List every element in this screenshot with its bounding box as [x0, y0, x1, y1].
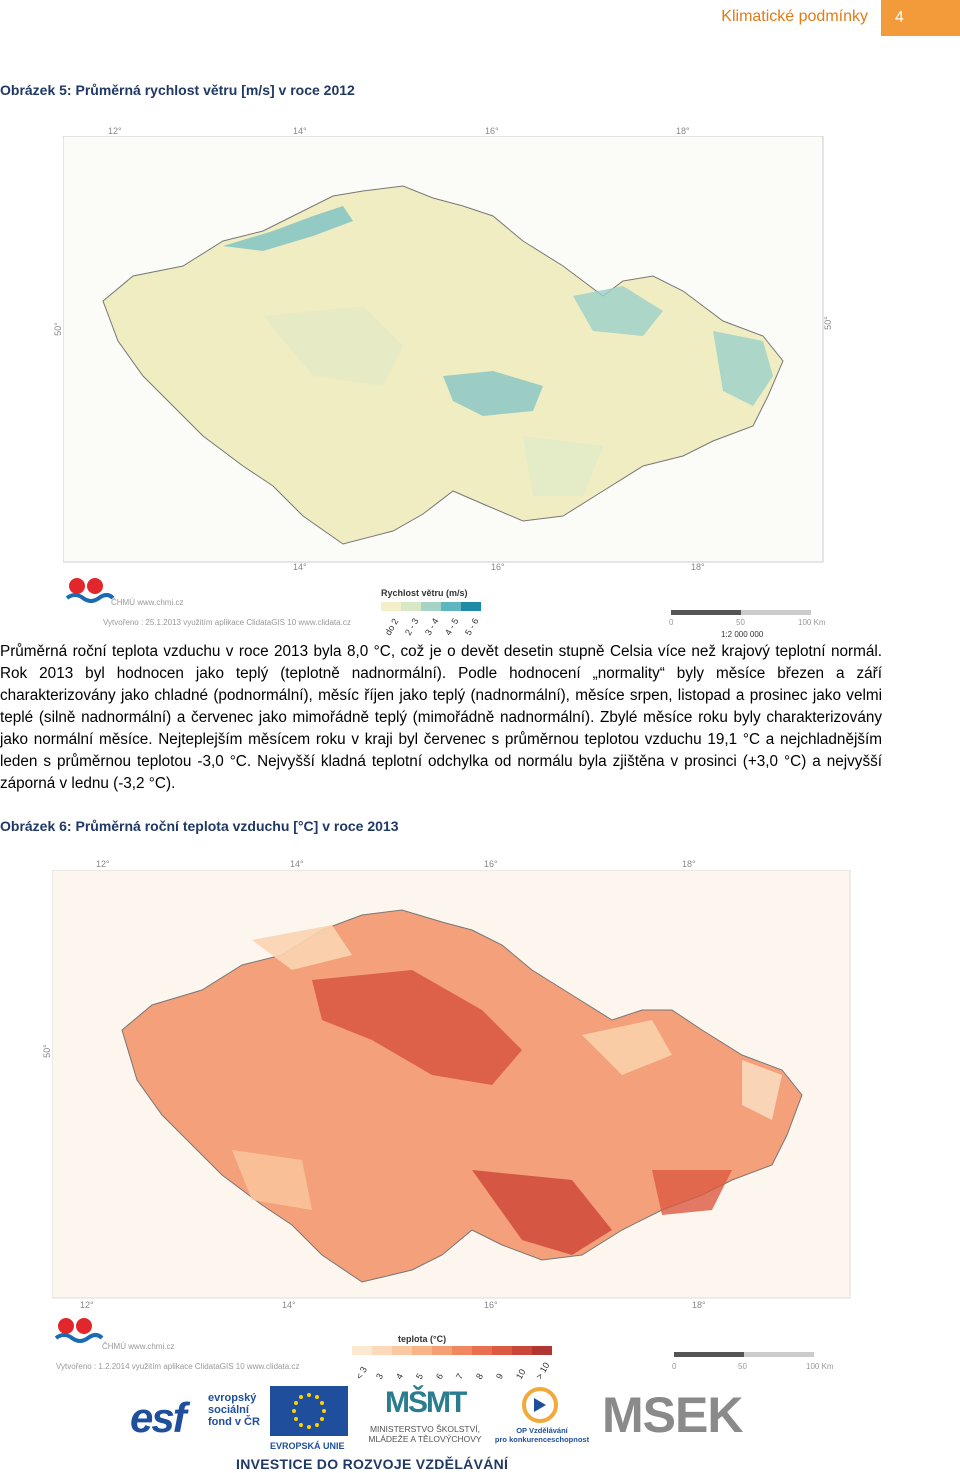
esf-text-1: evropský [208, 1392, 257, 1404]
msmt-text-1: MINISTERSTVO ŠKOLSTVÍ, [369, 1424, 481, 1434]
scale-bar [741, 610, 811, 615]
map-tick: 12° [80, 1300, 94, 1310]
map-lat: 50° [41, 1044, 52, 1058]
map-tick: 16° [485, 126, 499, 136]
temperature-map-graphic [52, 870, 852, 1300]
legend-swatch [472, 1346, 492, 1355]
legend-label: 2 - 3 [403, 616, 421, 637]
header-title: Klimatické podmínky [721, 8, 868, 25]
legend-swatch [372, 1346, 392, 1355]
scale-bar [671, 610, 741, 615]
legend-label: 4 - 5 [443, 616, 461, 637]
msmt-logo: MŠMT MINISTERSTVO ŠKOLSTVÍ, MLÁDEŽE A TĚLOVÝCHOVY [355, 1386, 495, 1448]
legend-label: 8 [474, 1371, 486, 1381]
map-lat: 50° [52, 322, 63, 336]
opvk-icon [520, 1386, 560, 1424]
scale-label: 100 Km [806, 1362, 834, 1371]
chmu-logo [54, 1316, 104, 1348]
scale-bar [674, 1352, 744, 1357]
opvk-logo [492, 1386, 592, 1448]
temperature-map [41, 856, 852, 1381]
legend-swatch [381, 602, 401, 611]
legend-swatch [401, 602, 421, 611]
opvk-text-2: pro konkurenceschopnost [494, 1435, 590, 1444]
eu-label: EVROPSKÁ UNIE [270, 1441, 345, 1451]
legend-label: 10 [514, 1367, 528, 1381]
esf-logo: esf evropský sociální fond v ČR [130, 1392, 260, 1441]
legend-label: 9 [494, 1371, 506, 1381]
esf-text-3: fond v ČR [208, 1416, 260, 1428]
map-tick: 12° [108, 126, 122, 136]
legend-swatch [432, 1346, 452, 1355]
body-paragraph: Průměrná roční teplota vzduchu v roce 2013 byla 8,0 °C, což je o devět desetin stupně Celsia více než krajový teplotní normál. Rok 2013 byl hodnocen jako teplý (teplotně nadnormální). Podle hodnocení „normality“ byly měsíce březen a září charakterizovány jako chladné (podnormální), měsíc říjen jako teplý (nadnormální), měsíce srpen, listopad a prosinec jako velmi teplé (silně nadnormální) a červenec jako mimořádně teplý (mimořádně nadnormální). Zbylé měsíce roku byly charakterizovány jako normální měsíce. Nejteplejším měsícem roku v kraji byl červenec s průměrnou teplotou vzduchu 19,1 °C a nejchladnějším leden s průměrnou teplotou -3,0 °C. Nejvyšší kladná teplotní odchylka od normálu byla zjištěna v prosinci (+3,0 °C) a nejvyšší záporná v lednu (-3,2 °C). [0, 643, 882, 792]
chmu-logo [65, 576, 115, 608]
chmu-url: ČHMÚ www.chmi.cz [111, 598, 184, 607]
legend-label: 6 [434, 1371, 446, 1381]
map-credit: Vytvořeno : 25.1.2013 využitím aplikace ClidataGIS 10 www.clidata.cz [103, 618, 351, 627]
legend-label: 3 [374, 1371, 386, 1381]
legend-swatch [512, 1346, 532, 1355]
msmt-text-2: MLÁDEŽE A TĚLOVÝCHOVY [368, 1434, 482, 1444]
legend-swatch [392, 1346, 412, 1355]
map-tick: 18° [692, 1300, 706, 1310]
msek-logo [602, 1386, 762, 1448]
eu-flag-icon [270, 1386, 348, 1436]
figure-5-caption: Obrázek 5: Průměrná rychlost větru [m/s] v roce 2012 [0, 82, 355, 98]
legend-swatch [421, 602, 441, 611]
wind-map-graphic [63, 136, 843, 576]
legend-label: < 3 [354, 1364, 370, 1381]
scale-label: 100 Km [798, 618, 826, 627]
scale-ratio: 1:2 000 000 [721, 630, 764, 639]
page-number: 4 [881, 0, 960, 36]
map-tick: 14° [293, 126, 307, 136]
map-tick: 14° [282, 1300, 296, 1310]
legend-swatch [352, 1346, 372, 1355]
legend-label: > 10 [534, 1360, 552, 1381]
map-tick: 12° [96, 859, 110, 869]
legend-swatch [412, 1346, 432, 1355]
figure-6-caption: Obrázek 6: Průměrná roční teplota vzduchu [°C] v roce 2013 [0, 818, 399, 834]
scale-label: 0 [672, 1362, 677, 1371]
map-credit: Vytvořeno : 1.2.2014 využitím aplikace ClidataGIS 10 www.clidata.cz [56, 1362, 300, 1371]
legend-label: do 2 [383, 616, 401, 637]
investice-text: INVESTICE DO ROZVOJE VZDĚLÁVÁNÍ [236, 1456, 509, 1472]
map-tick: 16° [484, 1300, 498, 1310]
map-tick: 18° [676, 126, 690, 136]
map-tick: 14° [293, 562, 307, 572]
legend-title: Rychlost větru (m/s) [381, 588, 468, 598]
legend-title: teplota (°C) [398, 1334, 447, 1344]
eu-logo [270, 1386, 350, 1451]
legend-label: 5 - 6 [463, 616, 481, 637]
map-tick: 16° [484, 859, 498, 869]
map-tick: 18° [682, 859, 696, 869]
scale-bar [744, 1352, 814, 1357]
legend-label: 5 [414, 1371, 426, 1381]
map-tick: 14° [290, 859, 304, 869]
legend-label: 7 [454, 1371, 466, 1381]
esf-text-2: sociální [208, 1404, 249, 1416]
legend-swatch [441, 602, 461, 611]
scale-label: 0 [669, 618, 674, 627]
map-lat: 50° [822, 316, 833, 330]
legend-label: 4 [394, 1371, 406, 1381]
wind-speed-map [52, 124, 843, 644]
legend-swatch [492, 1346, 512, 1355]
scale-label: 50 [736, 618, 745, 627]
chmu-url: ČHMÚ www.chmi.cz [102, 1342, 175, 1351]
legend-swatch [461, 602, 481, 611]
opvk-text-1: OP Vzdělávání [516, 1426, 568, 1435]
msek-text: MSEK [602, 1387, 743, 1443]
scale-label: 50 [738, 1362, 747, 1371]
legend-swatch [452, 1346, 472, 1355]
legend-label: 3 - 4 [423, 616, 441, 637]
map-tick: 18° [691, 562, 705, 572]
map-tick: 16° [491, 562, 505, 572]
legend-swatch [532, 1346, 552, 1355]
